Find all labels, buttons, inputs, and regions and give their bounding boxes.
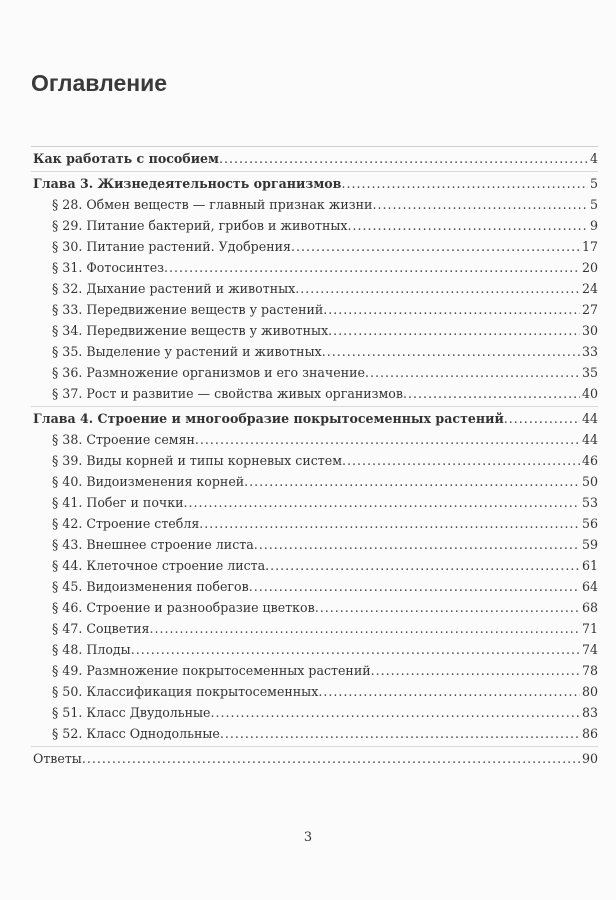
entry-title: § 31. Фотосинтез <box>52 260 165 275</box>
toc-section-entry[interactable] <box>31 597 598 618</box>
entry-title: § 42. Строение стебля <box>52 516 200 531</box>
toc-section-entry[interactable] <box>31 555 598 576</box>
entry-page: 9 <box>589 218 598 233</box>
entry-title: Как работать с пособием <box>33 151 219 166</box>
toc-section-entry[interactable] <box>31 236 598 257</box>
toc-chapter-entry[interactable] <box>31 748 598 769</box>
dot-leader <box>199 513 580 534</box>
dot-leader <box>220 723 580 744</box>
entry-page: 83 <box>581 705 598 720</box>
dot-leader <box>371 660 580 681</box>
entry-title: Ответы <box>33 751 82 766</box>
entry-page: 27 <box>581 302 598 317</box>
entry-title: § 47. Соцветия <box>52 621 150 636</box>
toc-section-entry[interactable] <box>31 471 598 492</box>
entry-page: 20 <box>581 260 598 275</box>
entry-page: 53 <box>581 495 598 510</box>
entry-title: Глава 3. Жизнедеятельность организмов <box>33 176 342 191</box>
dot-leader <box>315 597 580 618</box>
dot-leader <box>348 215 588 236</box>
toc-section-entry[interactable] <box>31 383 598 404</box>
toc-section-entry[interactable] <box>31 362 598 383</box>
entry-title: § 37. Рост и развитие — свойства живых организмов <box>52 386 403 401</box>
toc-section-entry[interactable] <box>31 639 598 660</box>
dot-leader <box>365 362 580 383</box>
entry-page: 30 <box>581 323 598 338</box>
toc-section-entry[interactable] <box>31 215 598 236</box>
entry-title: § 52. Класс Однодольные <box>52 726 220 741</box>
toc-section-entry[interactable] <box>31 299 598 320</box>
dot-leader <box>504 408 580 429</box>
toc-section-entry[interactable] <box>31 492 598 513</box>
toc-section-entry[interactable] <box>31 320 598 341</box>
page-title: Оглавление <box>31 70 168 96</box>
toc-group <box>31 172 598 407</box>
toc-section-entry[interactable] <box>31 681 598 702</box>
entry-title: § 49. Размножение покрытосеменных растений <box>52 663 371 678</box>
dot-leader <box>244 471 580 492</box>
entry-title: § 45. Видоизменения побегов <box>52 579 249 594</box>
toc-section-entry[interactable] <box>31 723 598 744</box>
entry-page: 78 <box>581 663 598 678</box>
entry-title: § 36. Размножение организмов и его значение <box>52 365 365 380</box>
entry-title: § 30. Питание растений. Удобрения <box>52 239 291 254</box>
dot-leader <box>342 450 580 471</box>
dot-leader <box>184 492 580 513</box>
entry-page: 64 <box>581 579 598 594</box>
dot-leader <box>291 236 580 257</box>
toc-section-entry[interactable] <box>31 278 598 299</box>
dot-leader <box>328 320 580 341</box>
entry-page: 46 <box>581 453 598 468</box>
toc-section-entry[interactable] <box>31 576 598 597</box>
dot-leader <box>372 194 588 215</box>
entry-title: § 51. Класс Двудольные <box>52 705 211 720</box>
entry-page: 80 <box>581 684 598 699</box>
entry-title: § 46. Строение и разнообразие цветков <box>52 600 315 615</box>
toc-section-entry[interactable] <box>31 450 598 471</box>
toc-group <box>31 147 598 172</box>
dot-leader <box>254 534 580 555</box>
entry-page: 50 <box>581 474 598 489</box>
dot-leader <box>211 702 580 723</box>
table-of-contents <box>31 146 598 771</box>
toc-section-entry[interactable] <box>31 257 598 278</box>
entry-title: § 33. Передвижение веществ у растений <box>52 302 324 317</box>
entry-page: 68 <box>581 600 598 615</box>
dot-leader <box>164 257 580 278</box>
toc-section-entry[interactable] <box>31 618 598 639</box>
entry-title: § 44. Клеточное строение листа <box>52 558 266 573</box>
toc-group <box>31 747 598 771</box>
entry-title: § 35. Выделение у растений и животных <box>52 344 322 359</box>
entry-title: § 28. Обмен веществ — главный признак жизни <box>52 197 373 212</box>
dot-leader <box>150 618 580 639</box>
entry-title: § 39. Виды корней и типы корневых систем <box>52 453 342 468</box>
entry-page: 44 <box>581 432 598 447</box>
entry-page: 4 <box>589 151 598 166</box>
entry-title: § 50. Классификация покрытосеменных <box>52 684 319 699</box>
entry-page: 24 <box>581 281 598 296</box>
toc-group <box>31 407 598 747</box>
entry-title: § 48. Плоды <box>52 642 131 657</box>
toc-section-entry[interactable] <box>31 534 598 555</box>
entry-page: 59 <box>581 537 598 552</box>
dot-leader <box>295 278 580 299</box>
entry-title: § 32. Дыхание растений и животных <box>52 281 296 296</box>
dot-leader <box>265 555 580 576</box>
entry-title: § 34. Передвижение веществ у животных <box>52 323 329 338</box>
dot-leader <box>318 681 580 702</box>
dot-leader <box>323 299 580 320</box>
dot-leader <box>322 341 580 362</box>
entry-page: 61 <box>581 558 598 573</box>
toc-section-entry[interactable] <box>31 513 598 534</box>
dot-leader <box>82 748 580 769</box>
entry-title: § 41. Побег и почки <box>52 495 184 510</box>
toc-section-entry[interactable] <box>31 194 598 215</box>
entry-page: 33 <box>581 344 598 359</box>
dot-leader <box>249 576 580 597</box>
entry-title: § 40. Видоизменения корней <box>52 474 245 489</box>
entry-page: 74 <box>581 642 598 657</box>
dot-leader <box>219 148 588 169</box>
entry-page: 90 <box>581 751 598 766</box>
entry-page: 86 <box>581 726 598 741</box>
dot-leader <box>195 429 580 450</box>
entry-title: § 43. Внешнее строение листа <box>52 537 254 552</box>
toc-section-entry[interactable] <box>31 660 598 681</box>
page-number: 3 <box>303 830 313 845</box>
toc-section-entry[interactable] <box>31 702 598 723</box>
toc-chapter-entry[interactable] <box>31 408 598 429</box>
toc-section-entry[interactable] <box>31 341 598 362</box>
dot-leader <box>403 383 580 404</box>
entry-page: 44 <box>581 411 598 426</box>
dot-leader <box>131 639 580 660</box>
entry-page: 71 <box>581 621 598 636</box>
entry-page: 35 <box>581 365 598 380</box>
entry-page: 17 <box>581 239 598 254</box>
entry-title: Глава 4. Строение и многообразие покрытосеменных растений <box>33 411 504 426</box>
entry-title: § 29. Питание бактерий, грибов и животных <box>52 218 348 233</box>
dot-leader <box>341 173 588 194</box>
toc-chapter-entry[interactable] <box>31 173 598 194</box>
toc-section-entry[interactable] <box>31 429 598 450</box>
entry-page: 40 <box>581 386 598 401</box>
entry-page: 5 <box>589 176 598 191</box>
entry-page: 5 <box>589 197 598 212</box>
entry-title: § 38. Строение семян <box>52 432 195 447</box>
entry-page: 56 <box>581 516 598 531</box>
toc-chapter-entry[interactable] <box>31 148 598 169</box>
